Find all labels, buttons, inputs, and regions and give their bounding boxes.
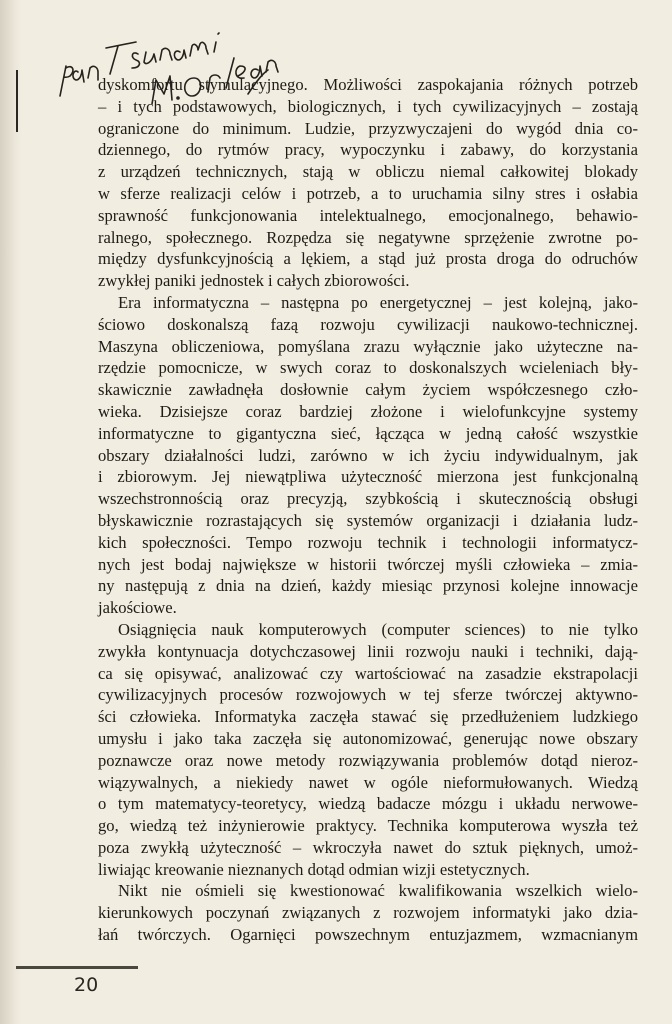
text-line: kich społeczności. Tempo rozwoju technik i technologii informatycz-	[98, 532, 638, 552]
paragraph	[98, 880, 638, 945]
text-line: Era informatyczna – następna po energetycznej – jest kolejną, jako-	[118, 292, 638, 312]
text-line: wiązywalnych, a niekiedy nawet w ogóle nieformułowanych. Wiedzą	[98, 772, 638, 792]
text-line: zwykłej paniki jednostek i całych zbiorowości.	[98, 271, 410, 291]
text-line: sprawność funkcjonowania intelektualnego, emocjonalnego, behawio-	[98, 205, 638, 225]
margin-mark	[16, 70, 18, 132]
text-line: Nikt nie ośmieli się kwestionować kwalifikowania wszelkich wielo-	[118, 881, 638, 901]
text-line: obszary działalności ludzi, zarówno w ich życiu indywidualnym, jak	[98, 445, 638, 465]
paragraph	[98, 619, 638, 881]
text-line: i zbiorowym. Jej niewątpliwa użyteczność mierzona jest funkcjonalną	[98, 467, 638, 487]
text-line: – i tych podstawowych, biologicznych, i tych cywilizacyjnych – zostają	[98, 96, 638, 116]
text-line: ściowo doskonalszą fazą rozwoju cywilizacji naukowo-technicznej.	[98, 314, 638, 334]
text-line: zwykła kontynuacja dotychczasowej linii rozwoju nauki i techniki, dają-	[98, 641, 638, 661]
text-line: ca się opisywać, analizować czy wartościować na zasadzie ekstrapolacji	[98, 663, 638, 683]
text-line: Maszyna obliczeniowa, pomyślana zrazu wyłącznie jako użyteczne na-	[98, 336, 638, 356]
text-line: informatyczne to gigantyczna sieć, łącząca w jedną całość wszystkie	[98, 423, 638, 443]
text-line: dziennego, do rytmów pracy, wypoczynku i zabawy, do korzystania	[98, 140, 638, 160]
text-line: skawicznie zawładnęła dosłownie całym życiem współczesnego czło-	[98, 380, 638, 400]
text-line: ograniczone do minimum. Ludzie, przyzwyczajeni do wygód dnia co-	[98, 118, 638, 138]
text-line: Osiągnięcia nauk komputerowych (computer sciences) to nie tylko	[118, 619, 638, 639]
text-line: błyskawicznie rozrastających się systemów organizacji i działania ludz-	[98, 510, 638, 530]
page-number: 20	[74, 974, 99, 996]
text-line: rzędzie pomocnicze, w swych coraz to doskonalszych wcieleniach bły-	[98, 358, 638, 378]
text-line: ści człowieka. Informatyka zaczęła stawać się przedłużeniem ludzkiego	[98, 707, 638, 727]
text-line: kierunkowych poczynań związanych z rozwojem informatyki jako dzia-	[98, 903, 638, 923]
text-line: wszechstronnością oraz precyzją, szybkością i skutecznością obsługi	[98, 489, 638, 509]
body-text	[98, 74, 638, 946]
text-line: ralnego, społecznego. Rozpędza się negatywne sprzężenie zwrotne po-	[98, 227, 638, 247]
text-line: poza zwykłą użyteczność – wkroczyła nawet do sztuk pięknych, umoż-	[98, 837, 638, 857]
footer-rule	[16, 966, 138, 969]
text-line: nych jest bodaj największe w historii twórczej myśli człowieka – zmia-	[98, 554, 638, 574]
text-line: łań twórczych. Ogarnięci powszechnym entuzjazmem, wzmacnianym	[98, 925, 638, 945]
text-line: jakościowe.	[98, 598, 177, 618]
text-line: ny następują z dnia na dzień, każdy miesiąc przynosi kolejne innowacje	[98, 576, 638, 596]
text-line: wieka. Dzisiejsze coraz bardziej złożone i wielofunkcyjne systemy	[98, 401, 638, 421]
paragraph	[98, 74, 638, 292]
text-line: z urządzeń technicznych, stają w obliczu niemal całkowitej blokady	[98, 162, 638, 182]
text-line: w sferze realizacji celów i potrzeb, a to uruchamia silny stres i osłabia	[98, 183, 638, 203]
text-line: poznawcze oraz nowe metody rozwiązywania problemów dotąd nieroz-	[98, 750, 638, 770]
text-line: o tym matematycy-teoretycy, wiedzą badacze mózgu i układu nerwowe-	[98, 794, 638, 814]
text-line: liwiając kreowanie nieznanych dotąd odmian wizji estetycznych.	[98, 859, 530, 879]
text-line: umysłu i jako taka zaczęła się autonomizować, generując nowe obszary	[98, 728, 638, 748]
paragraph	[98, 292, 638, 619]
text-line: cywilizacyjnych procesów rozwojowych w tej sferze twórczej aktywno-	[98, 685, 638, 705]
text-line: dyskomfortu stymulacyjnego. Możliwości zaspokajania różnych potrzeb	[98, 75, 638, 94]
text-line: między dysfunkcyjnością a lękiem, a stąd już prosta droga do odruchów	[98, 249, 638, 269]
text-line: go, wiedzą też inżynierowie praktycy. Technika komputerowa wyszła też	[98, 816, 638, 836]
page-gutter-shadow	[0, 0, 22, 1024]
